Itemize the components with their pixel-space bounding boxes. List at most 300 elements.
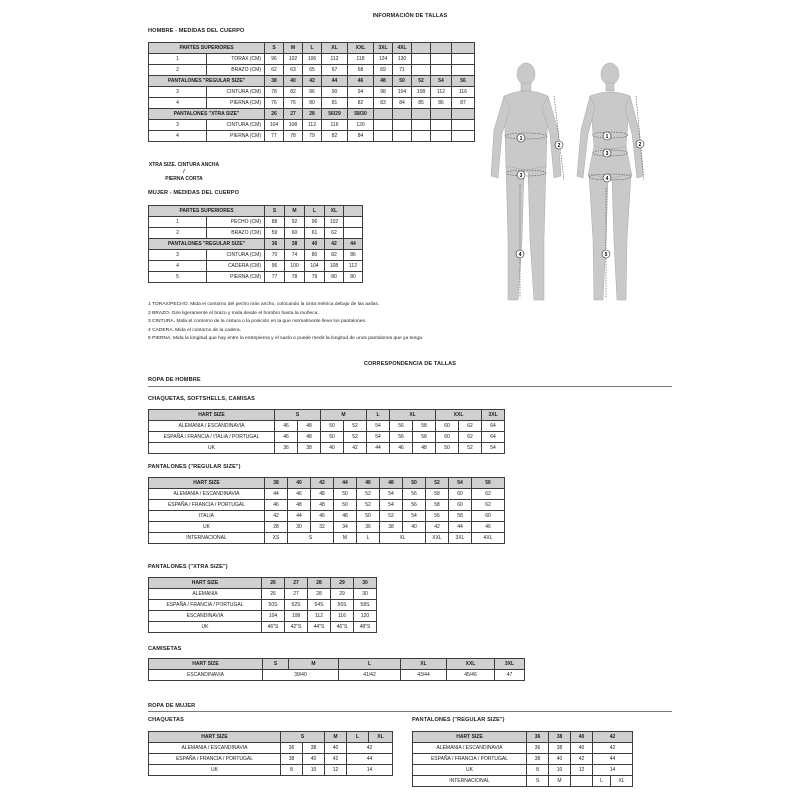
table-cell: 54 xyxy=(482,443,505,454)
table-cell xyxy=(344,228,363,239)
table-cell xyxy=(452,109,475,120)
table-cell: PARTES SUPERIORES xyxy=(149,206,265,217)
table-cell: 96 xyxy=(305,217,325,228)
table-cell: 64 xyxy=(482,432,505,443)
women-regular-header-row xyxy=(149,239,363,250)
table-cell: 5 xyxy=(149,272,207,283)
note-4: 4 CADERA. Mida el contorno de la cadera. xyxy=(148,327,241,333)
table-cell: M xyxy=(549,776,571,787)
table-cell: 52 xyxy=(412,76,431,87)
table-cell: 61 xyxy=(305,228,325,239)
table-row xyxy=(149,443,505,454)
table-cell: HART SIZE xyxy=(149,732,281,743)
table-cell: 28 xyxy=(308,578,331,589)
table-cell: 76 xyxy=(265,98,284,109)
table-cell: M xyxy=(289,659,339,670)
table-cell: ESPAÑA / FRANCIA / PORTUGAL xyxy=(149,600,262,611)
table-cell: 116 xyxy=(452,87,475,98)
table-cell: PIERNA (CM) xyxy=(207,272,265,283)
table-cell: 60 xyxy=(285,228,305,239)
men-trousers-header-row xyxy=(149,478,505,489)
table-cell xyxy=(393,120,412,131)
table-cell: 124 xyxy=(374,54,393,65)
main-title: INFORMACIÓN DE TALLAS xyxy=(372,13,448,19)
table-cell: XL xyxy=(322,43,348,54)
table-row xyxy=(149,228,363,239)
men-jackets-table xyxy=(148,409,505,454)
xtra-size-note: XTRA SIZE. CINTURA ANCHA / PIERNA CORTA xyxy=(148,162,220,182)
table-cell: BRAZO (CM) xyxy=(207,65,265,76)
table-cell: M xyxy=(321,410,367,421)
men-xtra-title: PANTALONES ("XTRA SIZE") xyxy=(148,564,228,570)
table-cell: 52 xyxy=(357,489,380,500)
table-cell: 69 xyxy=(374,65,393,76)
table-cell: 82 xyxy=(284,87,303,98)
table-cell: 42 xyxy=(344,443,367,454)
table-cell: 112 xyxy=(431,87,452,98)
table-row xyxy=(149,250,363,261)
table-cell: ESPAÑA / FRANCIA / PORTUGAL xyxy=(413,754,527,765)
table-cell xyxy=(431,120,452,131)
table-cell: 27 xyxy=(285,578,308,589)
table-cell: L xyxy=(303,43,322,54)
table-cell: 52 xyxy=(459,443,482,454)
table-row xyxy=(149,522,505,533)
table-cell xyxy=(374,131,393,142)
table-cell: 54S xyxy=(308,600,331,611)
table-cell: L xyxy=(367,410,390,421)
table-cell: PIERNA (CM) xyxy=(207,131,265,142)
men-xtra-table xyxy=(148,577,377,633)
table-cell xyxy=(374,120,393,131)
table-cell: 82 xyxy=(322,131,348,142)
divider xyxy=(148,711,672,712)
table-cell: 48 xyxy=(380,478,403,489)
table-cell: PARTES SUPERIORES xyxy=(149,43,265,54)
table-cell xyxy=(412,54,431,65)
table-cell xyxy=(393,109,412,120)
table-cell: 42 xyxy=(325,754,347,765)
table-cell: 32 xyxy=(311,522,334,533)
table-cell: 36 xyxy=(275,443,298,454)
table-cell: 50 xyxy=(321,432,344,443)
table-cell: 79 xyxy=(305,272,325,283)
table-cell xyxy=(412,120,431,131)
table-cell: 46 xyxy=(357,478,380,489)
table-cell: 48 xyxy=(334,511,357,522)
table-cell: 12 xyxy=(325,765,347,776)
table-cell: 42"S xyxy=(285,622,308,633)
table-cell: 104 xyxy=(262,611,285,622)
table-cell: 108 xyxy=(285,611,308,622)
table-row xyxy=(149,611,377,622)
table-cell: 71 xyxy=(393,65,412,76)
table-cell: 43/44 xyxy=(401,670,447,681)
table-cell: 58/30 xyxy=(348,109,374,120)
table-cell: 46 xyxy=(311,511,334,522)
table-cell: 52 xyxy=(380,511,403,522)
table-cell xyxy=(412,109,431,120)
table-cell: 62 xyxy=(472,489,505,500)
table-cell: 48 xyxy=(288,500,311,511)
marker-label: 1 xyxy=(519,136,523,142)
table-cell: 79 xyxy=(303,131,322,142)
table-cell xyxy=(431,65,452,76)
table-cell: 116 xyxy=(331,611,354,622)
table-cell: 38 xyxy=(303,743,325,754)
table-cell: 44 xyxy=(334,478,357,489)
table-cell: 112 xyxy=(303,120,322,131)
table-row xyxy=(413,765,633,776)
women-trousers-title: PANTALONES ("REGULAR SIZE") xyxy=(412,717,505,723)
table-cell: 54 xyxy=(367,421,390,432)
table-cell: 40 xyxy=(288,478,311,489)
table-cell: 108 xyxy=(325,261,344,272)
table-cell: 56 xyxy=(390,432,413,443)
table-cell: 81 xyxy=(322,98,348,109)
table-cell: 50 xyxy=(436,443,459,454)
table-cell: 41/42 xyxy=(339,670,401,681)
table-row xyxy=(149,743,393,754)
table-cell: ALEMANIA xyxy=(149,589,262,600)
women-body-heading: MUJER - MEDIDAS DEL CUERPO xyxy=(148,190,240,196)
table-cell: 27 xyxy=(284,109,303,120)
table-cell: 46 xyxy=(275,421,298,432)
table-cell: M xyxy=(285,206,305,217)
table-cell: 27 xyxy=(285,589,308,600)
table-cell: XL xyxy=(390,410,436,421)
table-row xyxy=(413,743,633,754)
table-row xyxy=(149,131,475,142)
table-cell: 62 xyxy=(265,65,284,76)
table-cell: 4 xyxy=(149,261,207,272)
table-cell: M xyxy=(334,533,357,544)
table-cell: S xyxy=(281,732,325,743)
table-cell: 58 xyxy=(426,500,449,511)
table-cell xyxy=(374,109,393,120)
table-cell: M xyxy=(325,732,347,743)
women-jackets-header-row xyxy=(149,732,393,743)
table-cell: L xyxy=(357,533,380,544)
table-cell: 60 xyxy=(472,511,505,522)
table-cell: 44 xyxy=(347,754,393,765)
table-cell: 38 xyxy=(281,754,303,765)
table-cell: S xyxy=(265,43,284,54)
table-cell: 86 xyxy=(303,87,322,98)
table-cell: S xyxy=(288,533,334,544)
table-cell: 46 xyxy=(288,489,311,500)
marker-label: 2 xyxy=(557,143,561,149)
table-cell: 112 xyxy=(322,54,348,65)
table-cell: 38 xyxy=(527,754,549,765)
men-tshirts-table xyxy=(148,658,525,681)
table-cell: 42 xyxy=(426,522,449,533)
table-cell: 2 xyxy=(149,228,207,239)
table-cell: CINTURA (CM) xyxy=(207,87,265,98)
table-cell: UK xyxy=(149,522,265,533)
table-cell: 46 xyxy=(390,443,413,454)
table-cell: HART SIZE xyxy=(149,578,262,589)
table-cell: 56 xyxy=(390,421,413,432)
table-cell: 102 xyxy=(325,217,344,228)
table-cell: 26 xyxy=(265,109,284,120)
marker-label: 3 xyxy=(605,151,609,157)
table-cell: 85 xyxy=(412,98,431,109)
table-cell: 108 xyxy=(412,87,431,98)
marker-label: 4 xyxy=(605,176,609,182)
men-jackets-title: CHAQUETAS, SOFTSHELLS, CAMISAS xyxy=(148,396,256,402)
table-cell: HART SIZE xyxy=(149,478,265,489)
table-cell: 38 xyxy=(265,478,288,489)
table-cell: PECHO (CM) xyxy=(207,217,265,228)
table-cell: 98 xyxy=(374,87,393,98)
table-cell: 65 xyxy=(303,65,322,76)
table-cell xyxy=(412,43,431,54)
table-cell: ESCANDINAVIA xyxy=(149,611,262,622)
table-cell: 38 xyxy=(549,743,571,754)
table-cell: 80 xyxy=(325,272,344,283)
table-cell: 42 xyxy=(593,732,633,743)
women-trousers-header-row xyxy=(413,732,633,743)
table-row xyxy=(149,421,505,432)
table-cell: 67 xyxy=(322,65,348,76)
table-cell: 54 xyxy=(367,432,390,443)
marker-label: 2 xyxy=(638,142,642,148)
marker-label: 5 xyxy=(604,252,608,258)
table-cell: UK xyxy=(149,622,262,633)
table-cell: 96 xyxy=(265,261,285,272)
table-cell: 46 xyxy=(472,522,505,533)
table-cell: ALEMANIA / ESCANDINAVIA xyxy=(149,743,281,754)
table-cell: 62 xyxy=(472,500,505,511)
table-row xyxy=(149,120,475,131)
table-cell: 46 xyxy=(275,432,298,443)
table-cell: 90 xyxy=(322,87,348,98)
table-cell: 26 xyxy=(262,589,285,600)
table-cell: S xyxy=(275,410,321,421)
table-cell: ALEMANIA / ESCANDINAVIA xyxy=(149,421,275,432)
table-row xyxy=(413,776,633,787)
table-cell: 48 xyxy=(413,443,436,454)
table-row xyxy=(149,489,505,500)
table-cell: 40 xyxy=(305,239,325,250)
table-cell: 8 xyxy=(527,765,549,776)
table-cell: 56/29 xyxy=(322,109,348,120)
table-cell: 60 xyxy=(436,421,459,432)
table-cell: 58 xyxy=(426,489,449,500)
table-cell: PIERNA (CM) xyxy=(207,98,265,109)
table-cell: 40 xyxy=(303,754,325,765)
table-cell: 50 xyxy=(334,489,357,500)
table-row xyxy=(149,217,363,228)
table-cell: XL xyxy=(611,776,633,787)
table-cell: 82 xyxy=(348,98,374,109)
table-cell xyxy=(452,131,475,142)
table-cell: ITALIA xyxy=(149,511,265,522)
table-cell: 28 xyxy=(308,589,331,600)
table-cell: 38 xyxy=(265,76,284,87)
table-cell xyxy=(431,54,452,65)
men-trousers-title: PANTALONES ("REGULAR SIZE") xyxy=(148,464,241,470)
table-cell xyxy=(344,217,363,228)
table-cell: 12 xyxy=(571,765,593,776)
table-cell: XXL xyxy=(436,410,482,421)
table-cell: 77 xyxy=(265,272,285,283)
table-cell: 29 xyxy=(331,578,354,589)
table-cell xyxy=(344,206,363,217)
table-cell: 83 xyxy=(374,98,393,109)
table-row xyxy=(149,754,393,765)
table-cell: 1 xyxy=(149,54,207,65)
table-cell: 46"S xyxy=(262,622,285,633)
table-cell: 44 xyxy=(288,511,311,522)
table-row xyxy=(149,87,475,98)
table-cell: 68 xyxy=(348,65,374,76)
table-cell xyxy=(452,54,475,65)
table-cell: 100 xyxy=(285,261,305,272)
table-cell: 40 xyxy=(571,743,593,754)
table-cell: 56 xyxy=(403,489,426,500)
table-cell: 48 xyxy=(298,432,321,443)
table-cell: HART SIZE xyxy=(149,659,263,670)
table-cell: 50S xyxy=(262,600,285,611)
table-cell: 40 xyxy=(325,743,347,754)
table-cell: 82 xyxy=(325,250,344,261)
table-cell xyxy=(412,65,431,76)
table-row xyxy=(149,600,377,611)
table-cell: S xyxy=(263,659,289,670)
table-cell: 60 xyxy=(449,500,472,511)
table-cell: 112 xyxy=(344,261,363,272)
table-cell: UK xyxy=(149,443,275,454)
table-cell: ESPAÑA / FRANCIA / PORTUGAL xyxy=(149,754,281,765)
table-cell xyxy=(571,776,593,787)
table-cell: 60 xyxy=(436,432,459,443)
table-cell: S xyxy=(527,776,549,787)
table-cell: L xyxy=(347,732,369,743)
table-cell: 52 xyxy=(357,500,380,511)
table-cell: L xyxy=(593,776,611,787)
table-row xyxy=(149,261,363,272)
table-cell xyxy=(393,131,412,142)
table-row xyxy=(149,622,377,633)
table-cell: 96 xyxy=(265,54,284,65)
table-cell: 8 xyxy=(281,765,303,776)
table-cell xyxy=(431,131,452,142)
table-cell: 34 xyxy=(334,522,357,533)
women-trousers-table xyxy=(412,731,633,787)
table-cell: 4 xyxy=(149,98,207,109)
table-cell: 36 xyxy=(527,743,549,754)
table-row xyxy=(149,533,505,544)
table-cell: PANTALONES "REGULAR SIZE" xyxy=(149,76,265,87)
table-cell: 4 xyxy=(149,131,207,142)
table-cell: 76 xyxy=(284,98,303,109)
table-cell: INTERNACIONAL xyxy=(149,533,265,544)
table-cell: 44 xyxy=(367,443,390,454)
marker-label: 1 xyxy=(605,134,609,140)
table-cell: 42 xyxy=(325,239,344,250)
table-cell: 30 xyxy=(354,589,377,600)
men-regular-header-row xyxy=(149,76,475,87)
table-cell: CINTURA (CM) xyxy=(207,250,265,261)
table-cell: XXL xyxy=(447,659,495,670)
marker-label: 3 xyxy=(519,173,523,179)
table-cell: 48 xyxy=(298,421,321,432)
table-cell: 62 xyxy=(459,432,482,443)
table-row xyxy=(149,272,363,283)
men-clothing-heading: ROPA DE HOMBRE xyxy=(148,377,201,383)
table-row xyxy=(149,765,393,776)
table-cell: 102 xyxy=(284,54,303,65)
table-cell: 106 xyxy=(303,54,322,65)
female-body-figure xyxy=(572,58,652,308)
table-cell: 38 xyxy=(549,732,571,743)
table-cell: 54 xyxy=(403,511,426,522)
table-cell: TORAX (CM) xyxy=(207,54,265,65)
note-5: 5 PIERNA. Mida la longitud que hay entre la entrepierna y el suelo o puede medir la longitud de unos pantalones que ya tenga. xyxy=(148,336,424,342)
table-cell: 3 xyxy=(149,87,207,98)
table-cell: 54 xyxy=(380,489,403,500)
table-cell: 120 xyxy=(348,120,374,131)
table-cell: 42 xyxy=(593,743,633,754)
table-cell: 14 xyxy=(593,765,633,776)
table-cell: 46 xyxy=(348,76,374,87)
table-cell: 36 xyxy=(527,732,549,743)
table-cell: 87 xyxy=(452,98,475,109)
table-cell: 78 xyxy=(285,272,305,283)
table-cell: 44 xyxy=(449,522,472,533)
table-cell: 62 xyxy=(459,421,482,432)
table-cell: PANTALONES "XTRA SIZE" xyxy=(149,109,265,120)
table-cell: 108 xyxy=(284,120,303,131)
table-cell: 54 xyxy=(449,478,472,489)
table-cell: 52 xyxy=(344,432,367,443)
table-cell: 80 xyxy=(303,98,322,109)
marker-label: 4 xyxy=(518,252,522,258)
table-cell: 42 xyxy=(347,743,393,754)
table-cell: 28 xyxy=(303,109,322,120)
table-cell: 36 xyxy=(265,239,285,250)
table-cell: 10 xyxy=(549,765,571,776)
table-cell: 44 xyxy=(322,76,348,87)
table-cell: INTERNACIONAL xyxy=(413,776,527,787)
table-cell: 78 xyxy=(284,131,303,142)
table-cell: 78 xyxy=(265,87,284,98)
table-cell: PANTALONES "REGULAR SIZE" xyxy=(149,239,265,250)
table-cell: 3XL xyxy=(449,533,472,544)
table-cell: 56S xyxy=(331,600,354,611)
table-cell xyxy=(431,109,452,120)
table-cell: 44"S xyxy=(308,622,331,633)
women-jackets-title: CHAQUETAS xyxy=(148,717,184,723)
table-cell: ESPAÑA / FRANCIA / ITALIA / PORTUGAL xyxy=(149,432,275,443)
women-upper-header-row xyxy=(149,206,363,217)
table-row xyxy=(149,98,475,109)
table-cell: 84 xyxy=(348,131,374,142)
table-cell: 70 xyxy=(265,250,285,261)
table-cell: XXL xyxy=(426,533,449,544)
men-body-table xyxy=(148,42,475,142)
women-clothing-heading: ROPA DE MUJER xyxy=(148,703,196,709)
table-cell: XL xyxy=(401,659,447,670)
table-cell: 48 xyxy=(311,489,334,500)
table-cell: 38 xyxy=(380,522,403,533)
table-cell: 94 xyxy=(348,87,374,98)
table-row xyxy=(149,65,475,76)
male-body-figure xyxy=(488,58,568,308)
men-jackets-header-row xyxy=(149,410,505,421)
